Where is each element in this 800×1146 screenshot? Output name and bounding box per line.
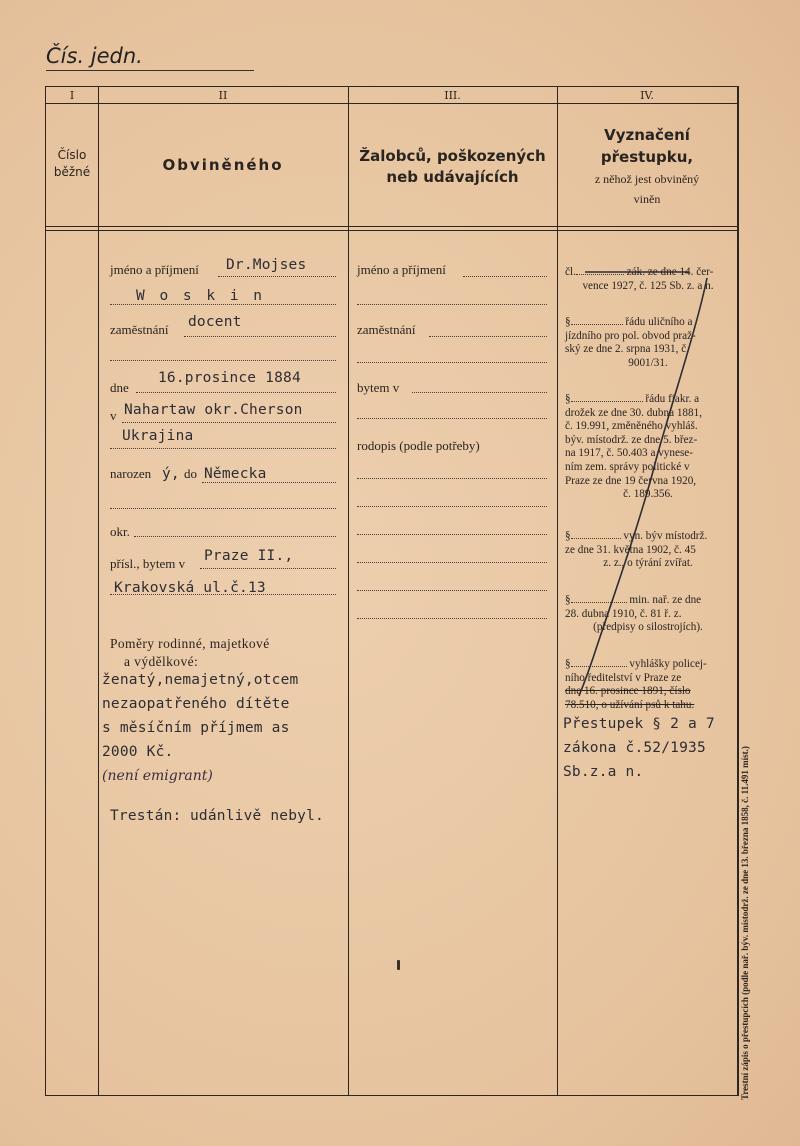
diagonal-cancel-stroke <box>579 278 707 696</box>
offense-p3-line3: č. 19.991, změněného vyhláš. <box>565 420 698 433</box>
right-frame-border <box>737 86 739 1096</box>
accused-narozen-dots-2 <box>110 508 336 509</box>
plaintiff-name-dots <box>463 276 547 277</box>
accused-occupation-dots <box>184 336 336 337</box>
accused-dne-dots <box>136 392 336 393</box>
accused-occupation-label: zaměstnání <box>110 322 169 337</box>
stray-ink-mark <box>397 960 400 970</box>
accused-narozen-label: narozen <box>110 466 152 481</box>
plaintiff-residence-dots-2 <box>357 418 547 419</box>
col1-heading-line1: Číslo <box>57 148 87 162</box>
accused-birth-place-2: Ukrajina <box>122 428 194 444</box>
accused-circumstances-label-2: a výdělkové: <box>124 654 199 669</box>
plaintiff-name-dots-2 <box>357 304 547 305</box>
col2-heading: Obviněného <box>162 156 284 174</box>
offense-p3-line2: drožek ze dne 30. dubna 1881, <box>565 406 703 419</box>
col1-heading <box>46 147 98 181</box>
accused-birth-place-1: Nahartaw okr.Cherson <box>124 402 303 418</box>
roman-ii: II <box>218 89 228 102</box>
offense-p5-line2: 28. dubna 1910, č. 81 ř. z. <box>565 607 682 620</box>
offense-typed-1: Přestupek § 2 a 7 <box>563 716 715 732</box>
accused-occupation-value: docent <box>188 314 242 330</box>
col4-heading-line4: viněn <box>633 192 661 206</box>
offense-p4-line1: vyn. býv místodrž. <box>623 530 708 542</box>
offense-strike-marks <box>557 226 737 726</box>
offense-p3-line8: č. 189.356. <box>623 488 673 501</box>
offense-p2-line2: jízdního pro pol. obvod praž- <box>565 329 696 342</box>
offense-p6-line1: vyhlášky policej- <box>629 658 707 670</box>
accused-dne-label: dne <box>110 380 129 395</box>
col-divider-2 <box>348 86 349 1096</box>
offense-p5-mark: § <box>565 594 571 606</box>
plaintiff-dots-f <box>357 618 547 619</box>
col4-heading-line3: z něhož jest obviněný <box>594 172 700 186</box>
side-note-rotated: Trestní zápis o přestupcích (podle nař. býv. místodrž. ze dne 13. března 1858, č. 11.491 míst.) <box>740 746 750 1100</box>
accused-name-dots <box>218 276 336 277</box>
accused-name-dots-2 <box>110 304 336 305</box>
offense-p3-line4: býv. místodrž. ze dne 5. břez- <box>565 433 698 446</box>
roman-row-line <box>45 103 739 104</box>
col3-heading-line1: Žalobců, poškozených <box>359 147 546 165</box>
offense-p4-mark: § <box>565 530 571 542</box>
col1-heading-line2: běžné <box>53 165 91 179</box>
offense-p3-line5: na 1917, č. 50.403 a vynese- <box>565 447 694 460</box>
offense-p5-line3: (předpisy o silostrojích). <box>593 621 703 634</box>
offense-p6-line4: 78.510, o užívání psů k tahu. <box>565 698 695 711</box>
accused-circumstances-2: nezaopatřeného dítěte <box>102 696 290 712</box>
roman-iii: III. <box>444 89 461 102</box>
offense-p2-mark: § <box>565 316 571 328</box>
plaintiff-dots-c <box>357 534 547 535</box>
accused-v-dots-2 <box>110 448 336 449</box>
roman-iv: IV. <box>640 89 654 102</box>
offense-p6-line3: dne 16. prosince 1891, číslo <box>565 685 691 698</box>
accused-v-label: v <box>110 408 117 423</box>
accused-trestan-value: udánlivě nebyl. <box>190 808 324 824</box>
accused-prisl-label: přísl., bytem v <box>110 556 186 571</box>
accused-v-dots <box>122 422 336 423</box>
accused-narozen-value: Německa <box>204 466 267 482</box>
accused-name-label: jméno a příjmení <box>110 262 199 277</box>
accused-residence-1: Praze II., <box>204 548 294 564</box>
offense-typed-3: Sb.z.a n. <box>563 764 644 780</box>
accused-residence-2: Krakovská ul.č.13 <box>114 580 266 596</box>
accused-name-value-1: Dr.Mojses <box>226 257 307 273</box>
accused-handwritten-note: (není emigrant) <box>102 768 213 784</box>
plaintiff-occupation-dots-2 <box>357 362 547 363</box>
accused-circumstances-label-1: Poměry rodinné, majetkové <box>110 636 270 651</box>
plaintiff-occupation-dots <box>429 336 547 337</box>
plaintiff-dots-a <box>357 478 547 479</box>
accused-okr-label: okr. <box>110 524 130 539</box>
accused-narozen-dots <box>202 482 336 483</box>
offense-p1-line1: zák. ze dne 14. čer- <box>626 266 714 278</box>
plaintiff-dots-d <box>357 562 547 563</box>
offense-p3-line6: ním zem. správy politické v <box>565 460 690 473</box>
plaintiff-residence-label: bytem v <box>357 380 400 395</box>
offense-p3-line7: Praze ze dne 19 června 1920, <box>565 474 697 487</box>
offense-p3-line1: řádu fiakr. a <box>645 393 700 405</box>
accused-circumstances-1: ženatý,nemajetný,otcem <box>102 672 299 688</box>
offense-p1-line2: vence 1927, č. 125 Sb. z. a n. <box>582 279 714 292</box>
cis-jedn-line <box>46 70 254 71</box>
offense-p1-mark: čl. <box>565 266 576 278</box>
offense-p4-line2: ze dne 31. května 1902, č. 45 <box>565 543 696 556</box>
accused-trestan-label: Trestán: <box>110 808 182 824</box>
offense-p6-mark: § <box>565 658 571 670</box>
accused-prisl-dots <box>200 568 336 569</box>
offense-p5-line1: min. nař. ze dne <box>629 594 702 606</box>
accused-name-value-2: W o s k i n <box>136 288 266 304</box>
plaintiff-name-label: jméno a příjmení <box>357 262 446 277</box>
roman-i: I <box>69 89 75 102</box>
offense-p2-line3: ský ze dne 2. srpna 1931, č. <box>565 343 689 356</box>
plaintiff-rodopis-label: rodopis (podle potřeby) <box>357 438 480 453</box>
col4-heading-line2: přestupku, <box>600 148 694 166</box>
offense-p6-line2: ního ředitelství v Praze ze <box>565 671 682 684</box>
accused-circumstances-3: s měsíčním příjmem as <box>102 720 290 736</box>
accused-okr-dots <box>134 536 336 537</box>
offense-p4-line3: z. z., o týrání zvířat. <box>603 557 693 570</box>
plaintiff-dots-e <box>357 590 547 591</box>
plaintiff-occupation-label: zaměstnání <box>357 322 416 337</box>
col4-heading-line1: Vyznačení <box>604 126 690 144</box>
col4-heading <box>557 124 737 208</box>
col-divider-1 <box>98 86 99 1096</box>
accused-occupation-dots-2 <box>110 360 336 361</box>
offense-p3-mark: § <box>565 393 571 405</box>
accused-circumstances-4: 2000 Kč. <box>102 744 174 760</box>
accused-do-label: do <box>184 466 197 481</box>
offense-p2-line4: 9001/31. <box>628 356 668 369</box>
offense-typed-2: zákona č.52/1935 <box>563 740 706 756</box>
accused-birth-date: 16.prosince 1884 <box>158 370 301 386</box>
plaintiff-dots-b <box>357 506 547 507</box>
col3-heading-line2: neb udávajících <box>386 168 519 186</box>
accused-narozen-suffix: ý, <box>162 466 180 482</box>
cis-jedn-label: Čís. jedn. <box>46 44 143 68</box>
offense-p2-line1: řádu uličního a <box>625 316 693 328</box>
plaintiff-residence-dots <box>412 392 547 393</box>
col3-heading <box>348 146 557 188</box>
